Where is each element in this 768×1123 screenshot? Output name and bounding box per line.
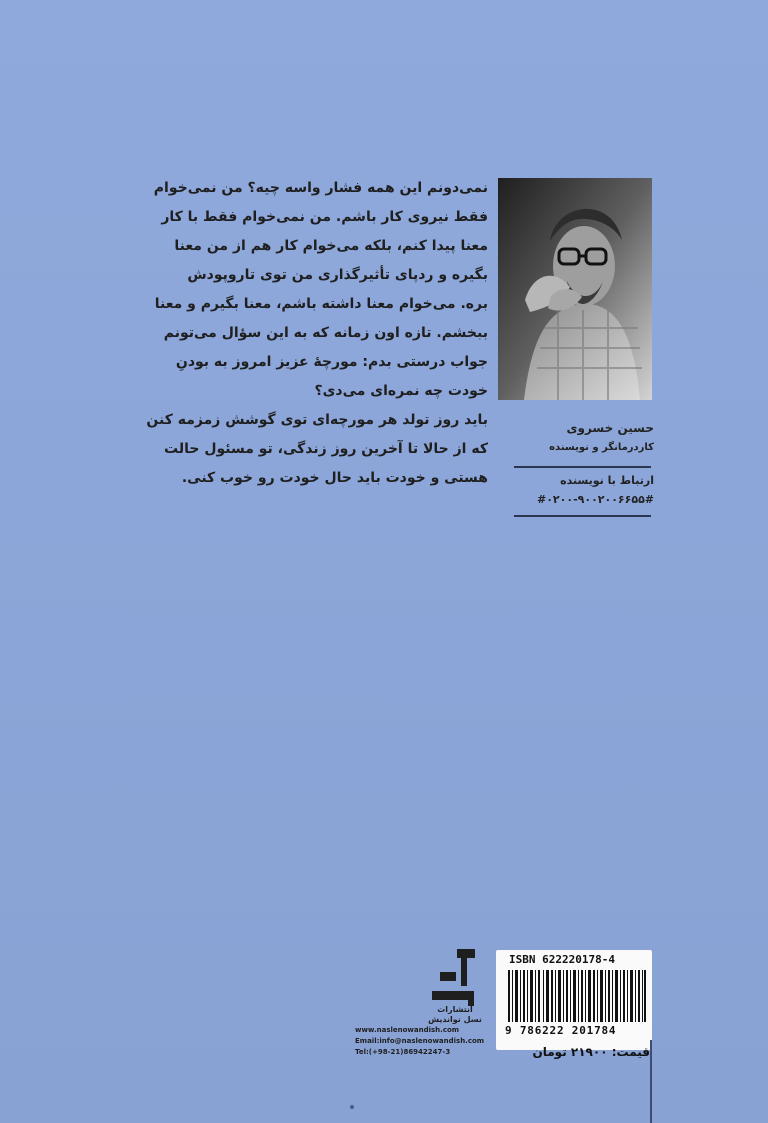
publisher-phone: Tel:(+98-21)86942247-3 [355, 1048, 451, 1056]
publisher-name [420, 1005, 490, 1025]
blurb-line: معنا پیدا کنم، بلکه می‌خوام کار هم از من معنا [174, 238, 488, 254]
price-label: قیمت: ۲۱۹۰۰ تومان [532, 1045, 650, 1059]
author-contact-label: ارتباط با نویسنده [560, 474, 654, 487]
contact-divider-top [514, 466, 651, 468]
publisher-small-label-2: نسل نواندیش [428, 1015, 482, 1024]
blurb-text [104, 174, 488, 493]
author-role: کاردرمانگر و نویسنده [549, 442, 654, 453]
blurb-line: ببخشم. تازه اون زمانه که به این سؤال می‌تونم [163, 325, 488, 341]
small-dot-mark [350, 1105, 354, 1109]
blurb-line: باید روز تولد هر مورچه‌ای توی گوشش زمزمه کنن [146, 412, 488, 428]
blurb-line: بره. می‌خوام معنا داشته باشم، معنا بگیرم و معنا [154, 296, 488, 312]
author-photo-illustration [498, 178, 652, 400]
blurb-line: بگیره و ردپای تأثیرگذاری من توی تاروپودش [187, 267, 488, 283]
blurb-line: خودت چه نمره‌ای می‌دی؟ [314, 383, 488, 399]
author-photo [498, 178, 652, 400]
isbn-digits: 9 786222 201784 [505, 1024, 617, 1037]
author-contact-code: #۰۲۰۰-۹۰۰۲۰۰۶۶۵۵# [537, 493, 654, 506]
isbn-top-label: ISBN 622220178-4 [509, 953, 615, 966]
blurb-line: که از حالا تا آخرین روز زندگی، تو مسئول حالت [164, 441, 488, 457]
barcode-graphic [508, 970, 646, 1022]
publisher-website: www.naslenowandish.com [355, 1026, 460, 1034]
blurb-line: جواب درستی بدم: مورچهٔ عزیز امروز به بودنِ [175, 354, 488, 370]
blurb-line: نمی‌دونم این همه فشار واسه چیه؟ من نمی‌خوام [153, 180, 488, 196]
publisher-contact-block [355, 1025, 490, 1058]
publisher-email: Email:info@naslenowandish.com [355, 1037, 485, 1045]
contact-divider-bottom [514, 515, 651, 517]
bottom-vertical-line [650, 1040, 652, 1123]
blurb-line: هستی و خودت باید حال خودت رو خوب کنی. [181, 470, 488, 486]
blurb-line: فقط نیروی کار باشم. من نمی‌خوام فقط با کار [161, 209, 488, 225]
publisher-small-label-1: انتشارات [437, 1005, 473, 1014]
author-name: حسین خسروی [566, 421, 654, 435]
